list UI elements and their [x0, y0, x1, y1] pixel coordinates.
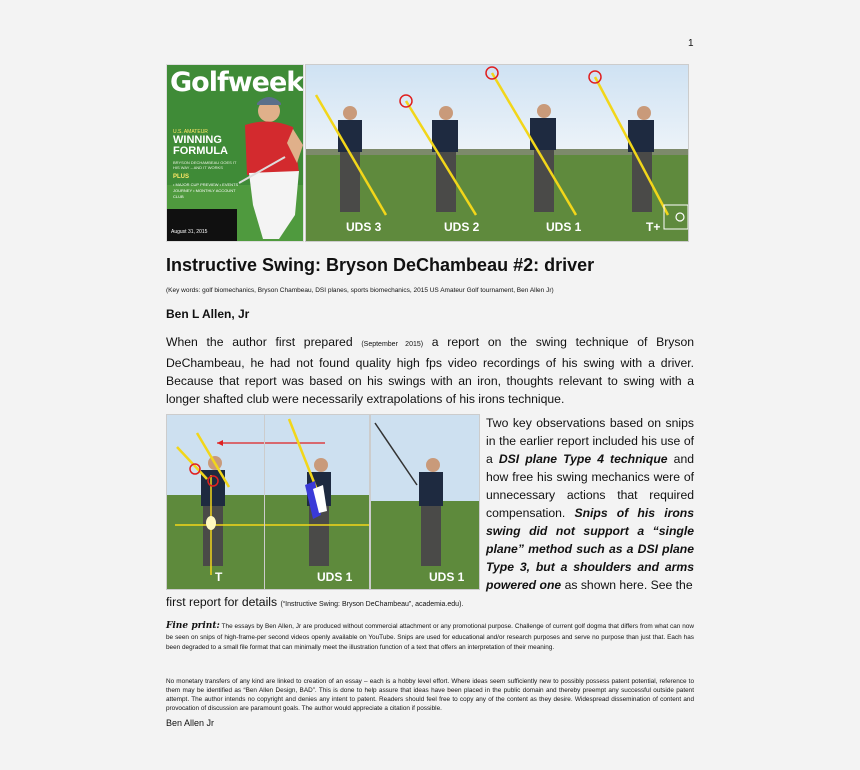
magazine-plus-items: • MAJOR CUP PREVIEW • EVENTS JOURNEY • MONTHLY ACCOUNT CLUB [173, 182, 239, 199]
figure-label-uds1-b: UDS 1 [429, 570, 465, 584]
obs-emphasis-1: DSI plane Type 4 technique [498, 452, 668, 466]
signature: Ben Allen Jr [166, 718, 215, 728]
magazine-plus-label: PLUS [173, 174, 190, 180]
intro-text-b: a report on the swing technique of Bryson DeChambeau, he had not found quality high fps video recordings of his swing with a driver. Because that report was based on his swings with an iron, thoughts relevant to swing with a longer shafted club were necessarily extrapolations of his irons technique. [166, 335, 694, 406]
figure-label-uds1-a: UDS 1 [317, 570, 353, 584]
observations-continued [166, 595, 463, 609]
magazine-headline-1: WINNING [173, 134, 222, 146]
document-title: Instructive Swing: Bryson DeChambeau #2: driver [166, 255, 595, 275]
swing-sequence-image [306, 65, 688, 241]
label-uds3: UDS 3 [346, 220, 382, 234]
magazine-cover [166, 64, 304, 242]
fine-print-label: Fine print: [166, 621, 220, 631]
obs-text-a: Two key observations based on snips in the earlier report included his use of a [486, 416, 694, 466]
obs-text-c: as shown here. See the [564, 578, 693, 592]
fine-print-1 [166, 621, 694, 654]
swing-figures [166, 414, 478, 589]
obs-text-d: first report for details [166, 595, 278, 609]
magazine-subhead: BRYSON DECHAMBEAU GOES IT HIS WAY – AND IT WORKS [173, 160, 237, 170]
label-uds1: UDS 1 [546, 220, 582, 234]
intro-date: (September 2015) [361, 341, 424, 348]
fine-print-text-1: The essays by Ben Allen, Jr are produced without commercial attachment or any promotional purpose. Challenge of current golf dogma that differs from what can now be seen on snips of high-frame-per second videos openly available on YouTube. Snips are used for educational and/or research purposes and serve no purpose than just that. Each has been degraded to a small file format that can minimally meet the illustration function of a text that offers an interpretation of their meaning. [166, 623, 694, 651]
figure-top-position [166, 414, 266, 590]
figure-downswing-1 [264, 414, 370, 590]
swing-sequence-strip [305, 64, 689, 242]
figure-label-t: T [215, 570, 223, 584]
magazine-date: August 31, 2015 [171, 229, 208, 235]
figure-downswing-2 [370, 414, 480, 590]
intro-text-a: When the author first prepared [166, 335, 353, 349]
page-number: 1 [688, 38, 694, 49]
magazine-headline [173, 135, 228, 157]
observations-paragraph [486, 414, 694, 594]
magazine-kicker: U.S. AMATEUR [173, 129, 208, 135]
obs-reference: (“Instructive Swing: Bryson DeChambeau”, academia.edu). [280, 601, 464, 608]
label-uds2: UDS 2 [444, 220, 480, 234]
obs-text-b: and how free his swing mechanics were of unnecessary actions that required compensation. [486, 452, 695, 520]
label-tplus: T+ [646, 220, 661, 234]
magazine-title: Golfweek [170, 67, 304, 98]
magazine-date-box [167, 209, 237, 241]
author-name: Ben L Allen, Jr [166, 307, 250, 321]
intro-paragraph [166, 333, 694, 408]
header-banner [166, 64, 686, 242]
fine-print-2: No monetary transfers of any kind are linked to creation of an essay – each is a hobby level effort. Where ideas seem sufficiently new to possibly possess patent potential, reference to them may be identified as “Ben Allen Design, BAD”. This is done to help assure that ideas have been placed in the public domain and thereby preempt any successful outside patent attempt. The author intends no copyright and denies any intent to patent. Readers should feel free to copy any of the content as they desire. Widespread dissemination of content and provocation of discussion are paramount goals. The author would appreciate a citation if possible. [166, 678, 694, 712]
keywords: (Key words: golf biomechanics, Bryson Chambeau, DSI planes, sports biomechanics, 2015 US Amateur Golf tournament, Ben Allen Jr) [166, 287, 554, 294]
magazine-headline-2: FORMULA [173, 145, 228, 157]
obs-emphasis-2: Snips of his irons swing did not support a “single plane” method such as a DSI plane Type 3, but a shoulders and arms powered one [486, 506, 694, 592]
